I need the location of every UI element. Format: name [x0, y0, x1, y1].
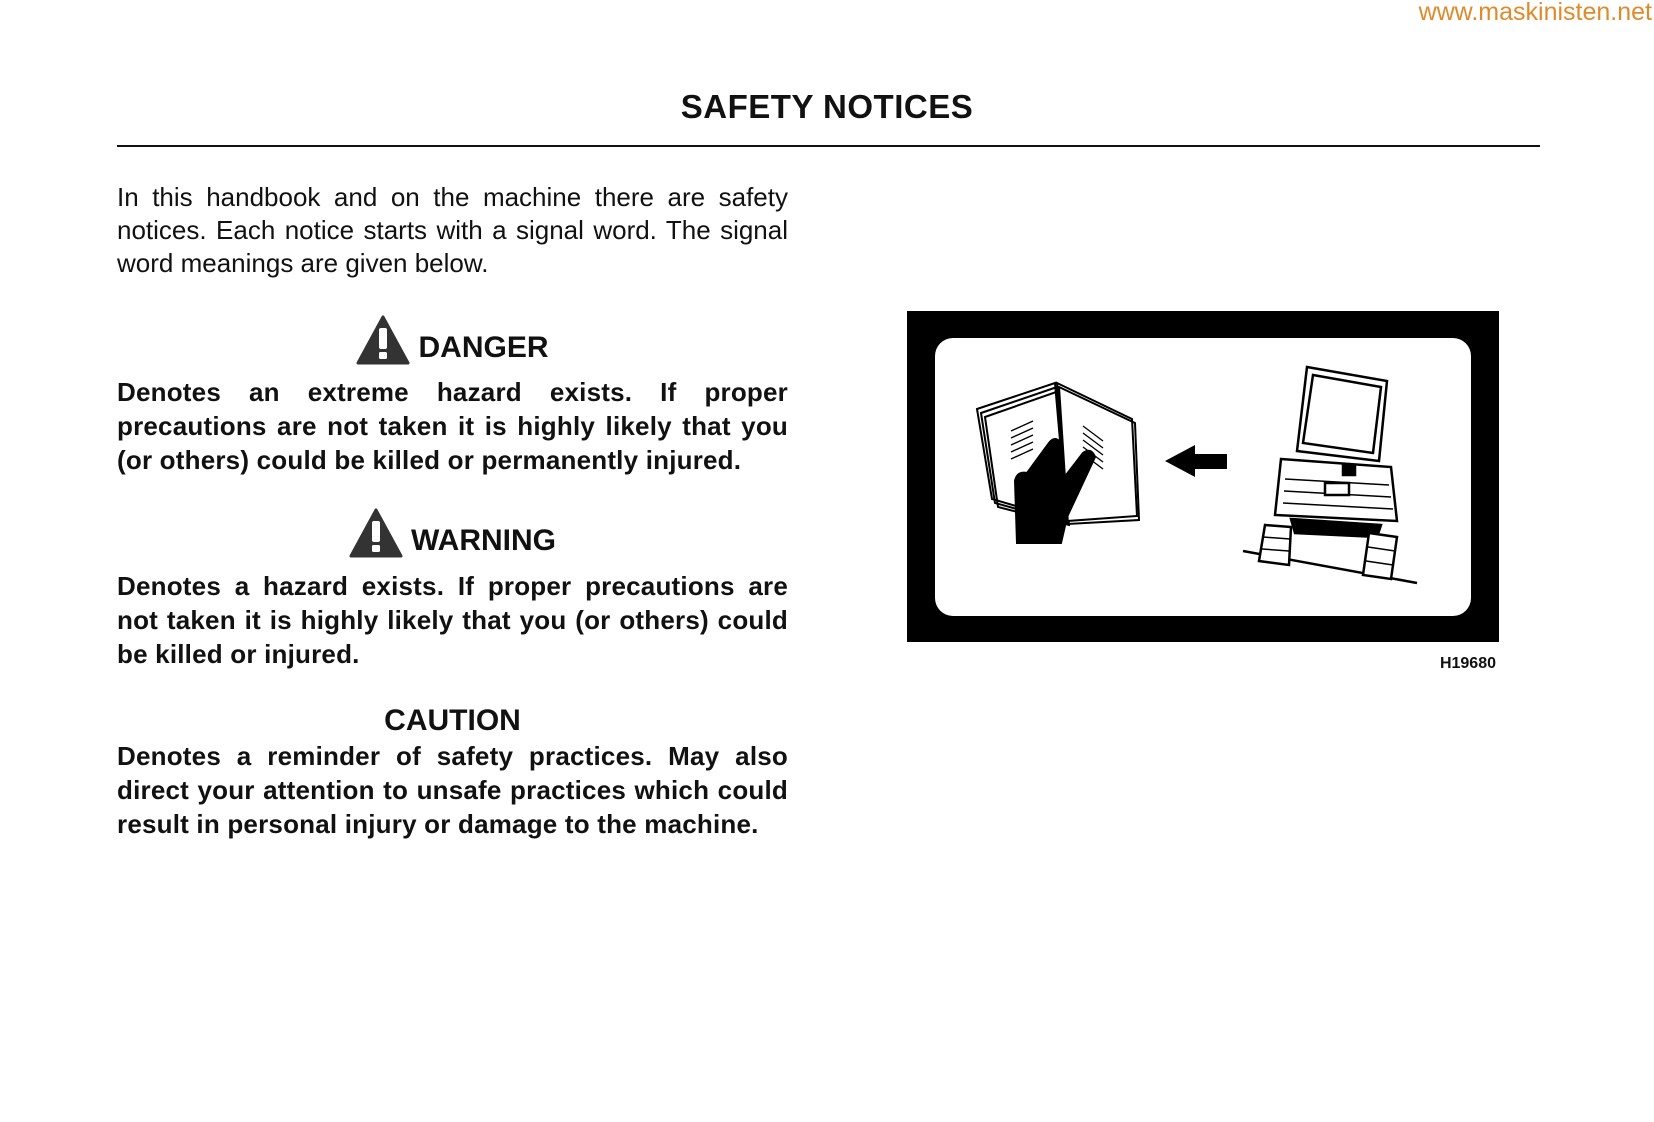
warning-heading [117, 512, 788, 570]
safety-decal-figure [907, 311, 1499, 642]
figure-reference: H19680 [1439, 655, 1496, 672]
warning-signal-word: WARNING [411, 524, 556, 557]
danger-heading [117, 319, 788, 377]
caution-description: Denotes a reminder of safety practices. May also direct your attention to unsafe practices which could result in personal injury or damage to the machine. [117, 741, 788, 839]
danger-description: Denotes an extreme hazard exists. If proper precautions are not taken it is highly likely that you (or others) could be killed or permanently injured. [117, 377, 788, 475]
warning-description: Denotes a hazard exists. If proper precautions are not taken it is highly likely that you (or others) could be killed or injured. [117, 571, 788, 669]
intro-paragraph: In this handbook and on the machine there are safety notices. Each notice starts with a signal word. The signal word meanings are given below. [117, 182, 788, 278]
page-title: SAFETY NOTICES [680, 88, 974, 125]
warning-triangle-icon [356, 315, 410, 373]
danger-signal-word: DANGER [418, 331, 549, 364]
caution-signal-word: CAUTION [384, 704, 521, 738]
watermark[interactable]: www.maskinisten.net [1418, 0, 1652, 26]
warning-triangle-icon [349, 508, 403, 566]
caution-heading [117, 703, 788, 738]
title-divider [117, 145, 1540, 147]
